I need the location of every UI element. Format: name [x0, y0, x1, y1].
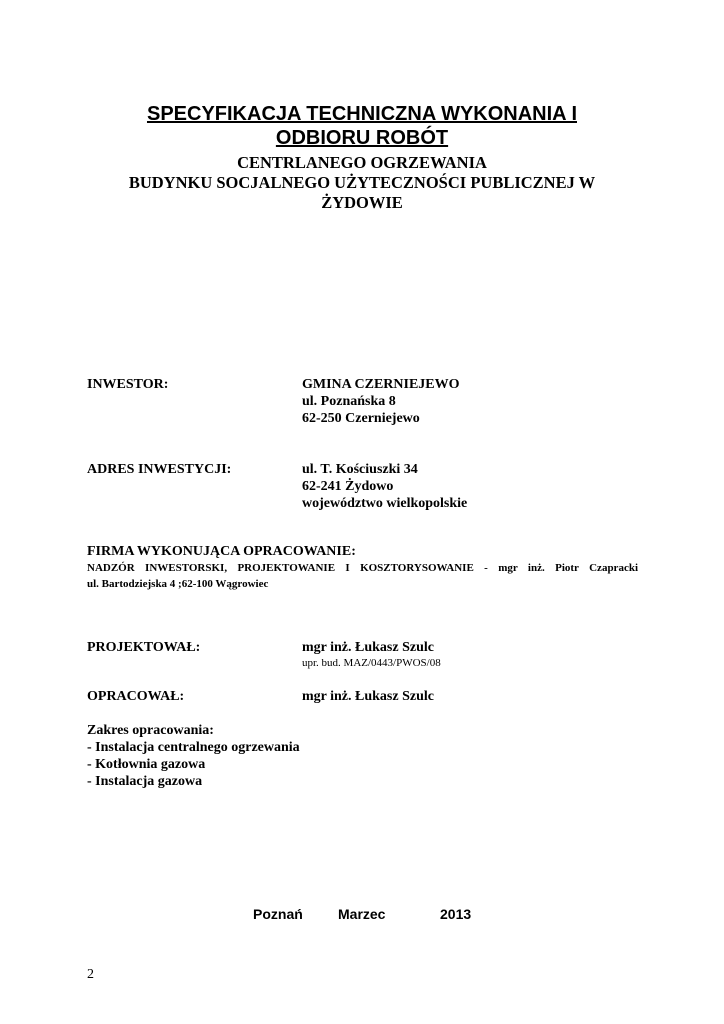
page-number: 2: [87, 967, 94, 982]
title-line-1: SPECYFIKACJA TECHNICZNA WYKONANIA I: [146, 103, 577, 125]
prepared-name: mgr inż. Łukasz Szulc: [302, 689, 434, 704]
address-label: ADRES INWESTYCJI:: [87, 462, 232, 477]
designed-license: upr. bud. MAZ/0443/PWOS/08: [302, 657, 441, 669]
subtitle-line-1: CENTRLANEGO OGRZEWANIA: [237, 153, 487, 172]
footer-month: Marzec: [338, 906, 386, 922]
firm-line-1: NADZÓR INWESTORSKI, PROJEKTOWANIE I KOSZTORYSOWANIE - mgr inż. Piotr Czapracki: [87, 562, 638, 574]
firm-label: FIRMA WYKONUJĄCA OPRACOWANIE:: [87, 544, 356, 559]
firm-line-2: ul. Bartodziejska 4 ;62-100 Wągrowiec: [87, 578, 269, 590]
subtitle-line-2: BUDYNKU SOCJALNEGO UŻYTECZNOŚCI PUBLICZNEJ W: [128, 173, 596, 192]
title-line-2: ODBIORU ROBÓT: [275, 127, 449, 149]
scope-heading: Zakres opracowania:: [87, 723, 214, 738]
address-region: województwo wielkopolskie: [302, 496, 468, 511]
prepared-label: OPRACOWAŁ:: [87, 689, 185, 704]
investor-label: INWESTOR:: [87, 377, 169, 392]
designed-label: PROJEKTOWAŁ:: [87, 640, 201, 655]
designed-name: mgr inż. Łukasz Szulc: [302, 640, 434, 655]
subtitle-line-3: ŻYDOWIE: [321, 193, 403, 212]
scope-item: - Instalacja centralnego ogrzewania: [87, 740, 300, 755]
address-street: ul. T. Kościuszki 34: [302, 462, 418, 477]
investor-name: GMINA CZERNIEJEWO: [302, 377, 460, 392]
footer-city: Poznań: [253, 906, 303, 922]
scope-item: - Kotłownia gazowa: [87, 757, 206, 772]
footer-year: 2013: [440, 906, 472, 922]
investor-city: 62-250 Czerniejewo: [302, 411, 420, 426]
scope-item: - Instalacja gazowa: [87, 774, 203, 789]
investor-street: ul. Poznańska 8: [302, 394, 396, 409]
address-city: 62-241 Żydowo: [302, 479, 394, 494]
